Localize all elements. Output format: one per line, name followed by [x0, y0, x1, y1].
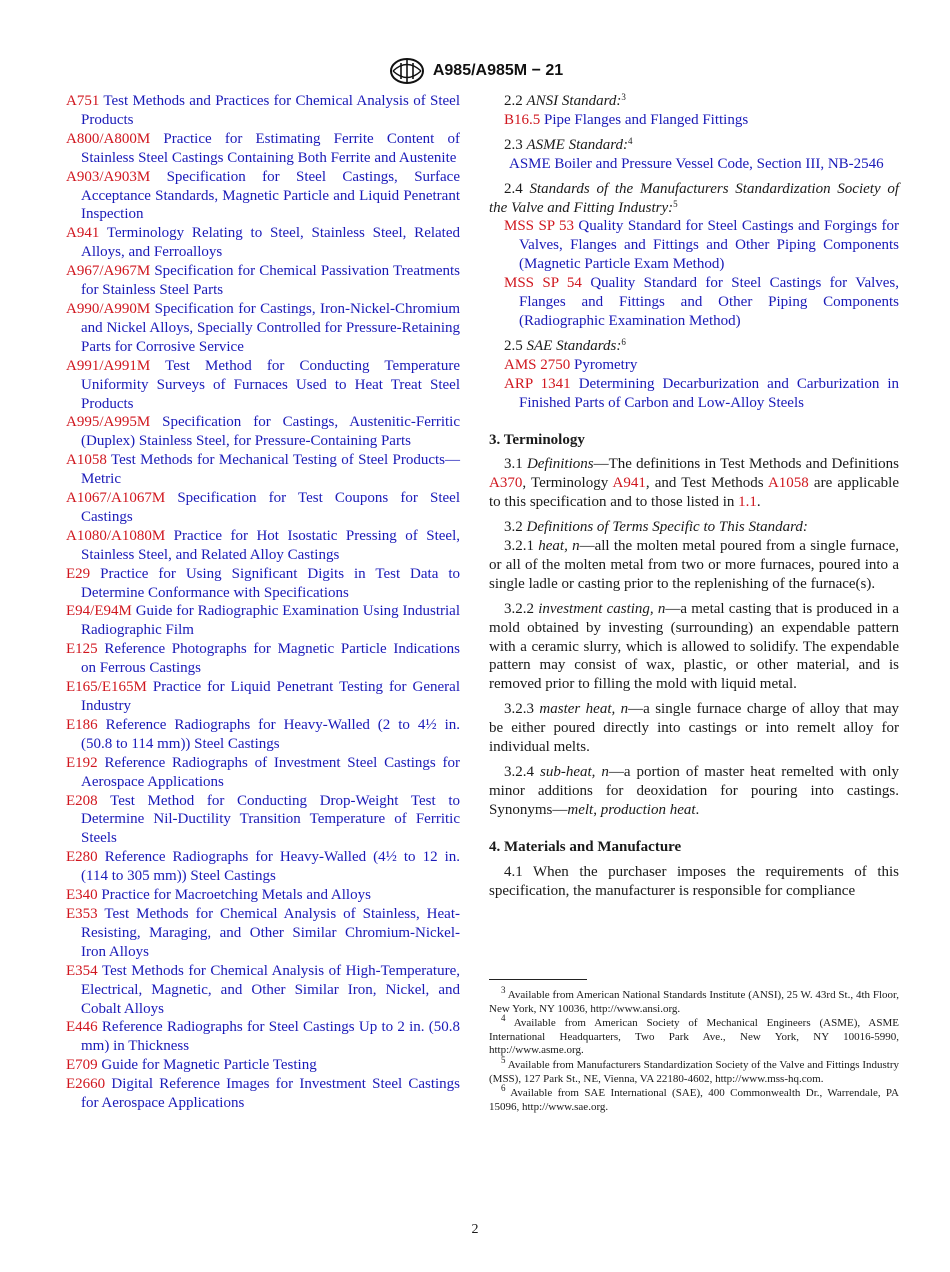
reference-code[interactable]: A903/A903M: [66, 168, 151, 185]
reference-code[interactable]: E192: [66, 754, 98, 771]
reference-item[interactable]: [66, 754, 460, 792]
reference-item[interactable]: [66, 640, 460, 678]
reference-item[interactable]: [66, 1056, 460, 1075]
reference-item[interactable]: [66, 168, 460, 225]
reference-item[interactable]: [66, 602, 460, 640]
footnote-text: Available from SAE International (SAE), 400 Commonwealth Dr., Warrendale, PA 15096, http://www.sae.org.: [489, 1087, 899, 1113]
definition-3-2-4: 3.2.4 sub-heat, n—a portion of master heat remelted with only minor additions for deoxidation for pouring into castings. Synonyms—melt, production heat.: [489, 764, 899, 818]
reference-item[interactable]: [66, 792, 460, 849]
reference-title[interactable]: Terminology Relating to Steel, Stainless Steel, Related Alloys, and Ferroalloys: [81, 225, 460, 261]
reference-title[interactable]: Guide for Magnetic Particle Testing: [101, 1057, 317, 1074]
paragraph-3-2: 3.2 Definitions of Terms Specific to This Standard:: [504, 519, 808, 536]
reference-title[interactable]: Digital Reference Images for Investment Steel Castings for Aerospace Applications: [81, 1076, 460, 1112]
reference-title[interactable]: Specification for Castings, Iron-Nickel-Chromium and Nickel Alloys, Specially Controlled for Pressure-Retaining Parts for Corrosive Service: [81, 300, 460, 355]
footnote-divider: [489, 979, 587, 980]
footnote-number: 5: [501, 1054, 506, 1065]
reference-item[interactable]: [66, 527, 460, 565]
reference-title[interactable]: Practice for Macroetching Metals and Alloys: [101, 887, 371, 904]
definition-3-2-3: 3.2.3 master heat, n—a single furnace charge of alloy that may be either poured directly into castings or into remelt alloy for individual melts.: [489, 701, 899, 756]
reference-title[interactable]: Specification for Castings, Austenitic-Ferritic (Duplex) Stainless Steel, for Pressure-Containing Parts: [81, 414, 460, 450]
reference-item[interactable]: [66, 716, 460, 754]
reference-title[interactable]: Test Methods for Mechanical Testing of Steel Products—Metric: [81, 452, 460, 488]
reference-item[interactable]: [66, 224, 460, 262]
section-2-4-heading: 2.4 Standards of the Manufacturers Standardization Society of the Valve and Fitting Industry:$^5$: [489, 180, 899, 216]
footnote: [489, 1054, 899, 1086]
reference-code[interactable]: E165/E165M: [66, 679, 147, 696]
left-column: [66, 92, 460, 1113]
reference-title[interactable]: Specification for Chemical Passivation Treatments for Stainless Steel Parts: [81, 263, 460, 299]
footnote-text: Available from American National Standards Institute (ANSI), 25 W. 43rd St., 4th Floor, New York, NY 10036, http://www.ansi.org.: [489, 989, 899, 1015]
footnote-number: 3: [501, 985, 506, 995]
reference-title[interactable]: Guide for Radiographic Examination Using Industrial Radiographic Film: [81, 603, 460, 639]
reference-code[interactable]: E280: [66, 849, 98, 866]
reference-code[interactable]: A967/A967M: [66, 263, 151, 280]
reference-item[interactable]: [66, 262, 460, 300]
section-heading-terminology: 3. Terminology: [489, 431, 585, 448]
footnote-number: 4: [501, 1013, 506, 1024]
section-2-5-heading: 2.5 SAE Standards:$^6$: [504, 336, 626, 354]
reference-title[interactable]: Reference Radiographs for Heavy-Walled (2 to 4½ in. (50.8 to 114 mm)) Steel Castings: [81, 716, 461, 752]
section-heading-materials: 4. Materials and Manufacture: [489, 838, 682, 855]
reference-code[interactable]: A751: [66, 93, 100, 109]
reference-code[interactable]: A1058: [66, 452, 107, 469]
reference-item[interactable]: [66, 451, 460, 489]
reference-item[interactable]: [66, 130, 460, 168]
reference-code[interactable]: E353: [66, 905, 98, 922]
reference-code[interactable]: E2660: [66, 1076, 106, 1093]
reference-title[interactable]: Reference Photographs for Magnetic Particle Indications on Ferrous Castings: [81, 641, 460, 677]
reference-code[interactable]: E340: [66, 887, 98, 904]
reference-code[interactable]: E125: [66, 641, 98, 658]
reference-item[interactable]: [66, 357, 460, 414]
reference-item[interactable]: MSS SP 53 Quality Standard for Steel Castings and Forgings for Valves, Flanges and Fittings and Other Piping Components (Magnetic Particle Exam Method): [504, 218, 900, 273]
reference-code[interactable]: A1080/A1080M: [66, 527, 166, 544]
definition-3-2-2: 3.2.2 investment casting, n—a metal casting that is produced in a mold obtained by investing (surrounding) an expendable pattern with a ceramic slurry, which is allowed to solidify. The expendable pattern may consist of wax, plastic, or other material, and is removed prior to filling the mold with liquid metal.: [489, 600, 899, 693]
reference-title[interactable]: Practice for Liquid Penetrant Testing for General Industry: [81, 679, 460, 714]
reference-code[interactable]: E94/E94M: [66, 603, 132, 620]
reference-title[interactable]: Practice for Hot Isostatic Pressing of Steel, Stainless Steel, and Related Alloy Castings: [81, 527, 461, 563]
paragraph-3-1: 3.1 Definitions—The definitions in Test Methods and Definitions A370, Terminology A941, and Test Methods A1058 are applicable to this specification and to those listed in 1.1.: [489, 456, 899, 511]
reference-item[interactable]: [66, 300, 460, 357]
link-a941[interactable]: A941: [612, 475, 646, 492]
reference-item[interactable]: [66, 848, 460, 886]
reference-title[interactable]: Specification for Test Coupons for Steel Castings: [81, 490, 461, 525]
reference-title[interactable]: Reference Radiographs for Steel Castings Up to 2 in. (50.8 mm) in Thickness: [81, 1019, 461, 1055]
page-header: [0, 56, 950, 91]
reference-title[interactable]: Test Method for Conducting Drop-Weight Test to Determine Nil-Ductility Transition Temperature of Ferritic Steels: [81, 792, 460, 847]
reference-code[interactable]: E709: [66, 1057, 98, 1074]
reference-item[interactable]: [66, 1018, 460, 1056]
link-section-1-1[interactable]: 1.1: [738, 494, 757, 511]
reference-code[interactable]: E208: [66, 792, 98, 809]
reference-code[interactable]: A990/A990M: [66, 300, 151, 317]
footnotes: [489, 985, 899, 1115]
reference-code[interactable]: A941: [66, 225, 100, 242]
reference-item[interactable]: [66, 886, 460, 905]
reference-item[interactable]: [66, 962, 460, 1019]
reference-item[interactable]: AMS 2750 Pyrometry: [504, 356, 638, 373]
reference-item[interactable]: [66, 1075, 460, 1113]
reference-title[interactable]: Specification for Steel Castings, Surface Acceptance Standards, Magnetic Particle and Liquid Penetrant Inspection: [81, 168, 461, 223]
paragraph-4-1: 4.1 When the purchaser imposes the requirements of this specification, the manufacturer is responsible for compliance: [489, 863, 899, 899]
footnote: [489, 1013, 899, 1058]
reference-item[interactable]: [66, 565, 460, 603]
reference-code[interactable]: E186: [66, 716, 98, 733]
section-2-3-heading: 2.3 ASME Standard:$^4$: [504, 135, 633, 153]
reference-code[interactable]: E354: [66, 962, 98, 979]
definition-3-2-1: 3.2.1 heat, n—all the molten metal poured from a single furnace, or all of the molten metal from two or more furnaces, poured into a single ladle or casting prior to the replenishing of the furnace(s).: [489, 538, 900, 592]
footnote-number: 6: [501, 1083, 506, 1094]
astm-logo-icon: [387, 56, 427, 86]
reference-code[interactable]: A991/A991M: [66, 357, 151, 374]
reference-title[interactable]: Practice for Using Significant Digits in Test Data to Determine Conformance with Specifications: [81, 565, 460, 601]
reference-title[interactable]: Test Methods for Chemical Analysis of High-Temperature, Electrical, Magnetic, and Other Similar Iron, Nickel, and Cobalt Alloys: [81, 962, 460, 1017]
reference-code[interactable]: A995/A995M: [66, 414, 151, 431]
footnote-text: Available from American Society of Mechanical Engineers (ASME), ASME International Headquarters, Two Park Ave., New York, NY 10016-5990, http://www.asme.org.: [489, 1017, 899, 1057]
reference-item[interactable]: ARP 1341 Determining Decarburization and Carburization in Finished Parts of Carbon and Low-Alloy Steels: [504, 375, 900, 411]
reference-item[interactable]: B16.5 Pipe Flanges and Flanged Fittings: [504, 111, 749, 128]
reference-item[interactable]: MSS SP 54 Quality Standard for Steel Castings for Valves, Flanges and Fittings and Other Piping Components (Radiographic Examination Method): [504, 275, 900, 329]
reference-code[interactable]: E446: [66, 1019, 98, 1036]
reference-item[interactable]: [66, 92, 460, 130]
reference-title[interactable]: Test Method for Conducting Temperature Uniformity Surveys of Furnaces Used to Heat Treat Steel Products: [81, 357, 460, 412]
reference-title[interactable]: Test Methods for Chemical Analysis of Stainless, Heat-Resisting, Maraging, and Other Similar Chromium-Nickel-Iron Alloys: [81, 905, 460, 960]
reference-title[interactable]: Reference Radiographs for Heavy-Walled (4½ to 12 in. (114 to 305 mm)) Steel Castings: [81, 849, 461, 885]
reference-code[interactable]: E29: [66, 565, 91, 582]
document-designation: A985/A985M − 21: [432, 62, 564, 79]
section-2-2-heading: 2.2 ANSI Standard:$^3$: [504, 92, 626, 109]
reference-title[interactable]: Practice for Estimating Ferrite Content of Stainless Steel Castings Containing Both Ferrite and Austenite: [81, 130, 461, 166]
reference-item[interactable]: [66, 489, 460, 527]
reference-title[interactable]: Test Methods and Practices for Chemical Analysis of Steel Products: [81, 93, 460, 128]
link-a1058[interactable]: A1058: [767, 475, 809, 492]
page-number: 2: [471, 1222, 479, 1237]
footnote-text: Available from Manufacturers Standardization Society of the Valve and Fittings Industry (MSS), 127 Park St., NE, Vienna, VA 22180-4602, http://www.mss-hq.com.: [489, 1058, 899, 1085]
footnote: [489, 1083, 899, 1114]
reference-item[interactable]: ASME Boiler and Pressure Vessel Code, Section III, NB-2546: [509, 155, 884, 172]
footnote: [489, 985, 899, 1016]
reference-title[interactable]: Reference Radiographs of Investment Steel Castings for Aerospace Applications: [81, 754, 461, 790]
right-column: [489, 92, 899, 900]
reference-item[interactable]: [66, 678, 460, 716]
reference-code[interactable]: A800/A800M: [66, 130, 151, 147]
reference-code[interactable]: A1067/A1067M: [66, 490, 166, 507]
reference-item[interactable]: [66, 413, 460, 451]
reference-item[interactable]: [66, 905, 460, 962]
link-a370[interactable]: A370: [489, 475, 523, 492]
